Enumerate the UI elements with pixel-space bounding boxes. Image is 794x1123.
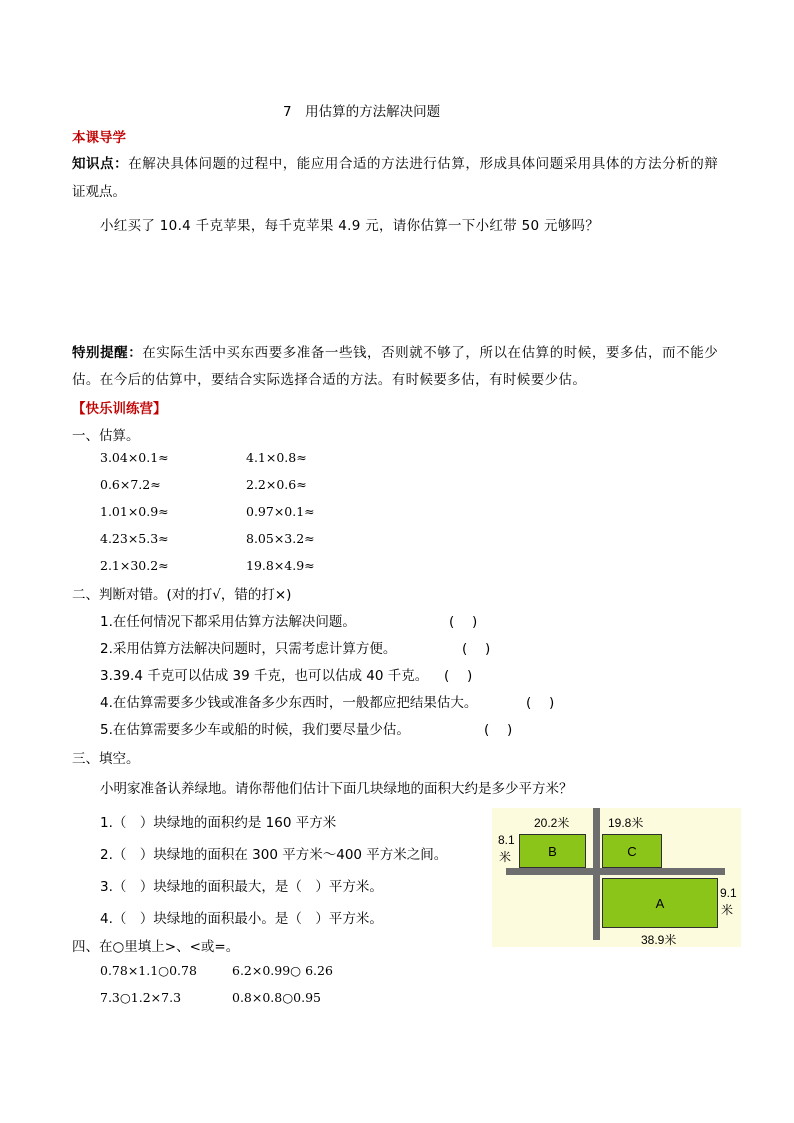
- section2-heading: 二、判断对错。(对的打√，错的打×): [72, 587, 292, 603]
- plot-b: B: [519, 834, 586, 868]
- green-plots-diagram: [492, 808, 741, 947]
- fill-blank-item: 2.（ ）块绿地的面积在 300 平方米～400 平方米之间。: [100, 847, 448, 863]
- estimate-item: 3.04×0.1≈: [100, 450, 169, 465]
- plot-a-height-label: [720, 885, 737, 919]
- tip-line-1: [72, 341, 718, 361]
- section1-heading: 一、估算。: [72, 428, 140, 444]
- judgment-statement: 4.在估算需要多少钱或准备多少东西时，一般都应把结果估大。: [100, 695, 478, 711]
- plot-a-height-number: 9.1: [720, 886, 737, 900]
- vertical-road: [593, 808, 600, 940]
- compare-item: 7.3○1.2×7.3: [100, 990, 182, 1005]
- compare-item: 0.78×1.1○0.78: [100, 963, 197, 978]
- estimate-item: 19.8×4.9≈: [246, 558, 315, 573]
- answer-parentheses: ( ): [526, 695, 555, 711]
- plot-a-height-unit: 米: [720, 903, 733, 917]
- plot-b-height-number: 8.1: [498, 833, 515, 847]
- guide-heading: 本课导学: [72, 130, 126, 146]
- tip-text-1: 在实际生活中买东西要多准备一些钱，否则就不够了，所以在估算的时候，要多估，而不能少: [142, 345, 719, 361]
- estimate-item: 2.1×30.2≈: [100, 558, 169, 573]
- answer-parentheses: ( ): [449, 614, 478, 630]
- plot-b-height-label: [498, 832, 515, 866]
- horizontal-road: [506, 868, 725, 875]
- fill-blank-item: 4.（ ）块绿地的面积最小。是（ ）平方米。: [100, 911, 383, 927]
- plot-c-width-label: 19.8米: [608, 816, 644, 830]
- section3-intro: 小明家准备认养绿地。请你帮他们估计下面几块绿地的面积大约是多少平方米？: [100, 781, 573, 797]
- example-question: 小红买了 10.4 千克苹果，每千克苹果 4.9 元，请你估算一下小红带 50 元够吗？: [100, 218, 600, 234]
- knowledge-line-2: 证观点。: [72, 184, 126, 200]
- estimate-item: 0.97×0.1≈: [246, 504, 315, 519]
- judgment-statement: 3.39.4 千克可以估成 39 千克，也可以估成 40 千克。: [100, 668, 429, 684]
- judgment-statement: 5.在估算需要多少车或船的时候，我们要尽量少估。: [100, 722, 410, 738]
- section3-heading: 三、填空。: [72, 751, 140, 767]
- plot-b-height-unit: 米: [498, 850, 511, 864]
- page-title: 7 用估算的方法解决问题: [283, 104, 441, 120]
- estimate-item: 8.05×3.2≈: [246, 531, 315, 546]
- judgment-statement: 1.在任何情况下都采用估算方法解决问题。: [100, 614, 356, 630]
- compare-item: 6.2×0.99○ 6.26: [232, 963, 333, 978]
- knowledge-label: 知识点：: [72, 156, 129, 172]
- fill-blank-item: 3.（ ）块绿地的面积最大，是（ ）平方米。: [100, 879, 383, 895]
- answer-parentheses: ( ): [462, 641, 491, 657]
- estimate-item: 0.6×7.2≈: [100, 477, 161, 492]
- practice-heading: 【快乐训练营】: [72, 401, 167, 417]
- estimate-item: 4.1×0.8≈: [246, 450, 307, 465]
- tip-line-2: 估。在今后的估算中，要结合实际选择合适的方法。有时候要多估，有时候要少估。: [72, 372, 587, 388]
- fill-blank-item: 1.（ ）块绿地的面积约是 160 平方米: [100, 815, 337, 831]
- knowledge-line-1: [72, 152, 718, 172]
- plot-c: C: [602, 834, 662, 868]
- estimate-item: 2.2×0.6≈: [246, 477, 307, 492]
- judgment-statement: 2.采用估算方法解决问题时，只需考虑计算方便。: [100, 641, 397, 657]
- compare-item: 0.8×0.8○0.95: [232, 990, 321, 1005]
- estimate-item: 4.23×5.3≈: [100, 531, 169, 546]
- plot-b-width-label: 20.2米: [534, 816, 570, 830]
- tip-label: 特别提醒：: [72, 345, 143, 361]
- plot-a: A: [602, 878, 718, 928]
- answer-parentheses: ( ): [484, 722, 513, 738]
- knowledge-text-1: 在解决具体问题的过程中，能应用合适的方法进行估算，形成具体问题采用具体的方法分析的辩: [128, 156, 719, 172]
- answer-parentheses: ( ): [444, 668, 473, 684]
- plot-a-width-label: 38.9米: [641, 933, 677, 947]
- estimate-item: 1.01×0.9≈: [100, 504, 169, 519]
- section4-heading: 四、在○里填上>、<或=。: [72, 939, 240, 955]
